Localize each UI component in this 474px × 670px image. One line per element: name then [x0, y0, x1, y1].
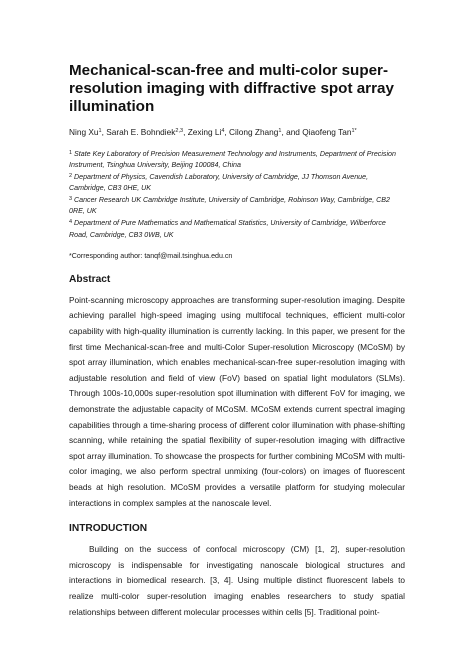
- affiliation-text: Department of Physics, Cavendish Laboratory, University of Cambridge, JJ Thomson Avenue, Cambridge, CB3 0HE, UK: [69, 173, 369, 193]
- paper-page: [69, 62, 405, 620]
- introduction-heading: INTRODUCTION: [69, 523, 148, 535]
- abstract-text: Point-scanning microscopy approaches are transforming super-resolution imaging. Despite achieving parallel high-speed imaging using multifocal techniques, efficient multi-color capability with high-quality illumination is currently lacking. In this paper, we present for the first time Mechanical-scan-free and multi-Color Super-resolution Microscopy (MCoSM) by spot array illumination, which enables mechanical-scan-free super-resolution imaging with adjustable resolution and field of view (FoV) based on spatial light modulators (SLMs). Through 100s-10,000s super-resolution spot illumination with different FoV for imaging, we demonstrate the adjustable capacity of MCoSM. MCoSM extends current spectral imaging capabilities through a time-sharing process of different color illumination with phase-shifting scanning, while retaining the spatial flexibility of super-resolution imaging with diffractive spot array illumination. To showcase the prospects for further combining MCoSM with multi-color imaging, we also perform spectral unmixing (four-colors) on images of fluorescent beads at high resolution. MCoSM provides a versatile platform for studying molecular interactions in complex samples at the nanoscale level.: [69, 294, 405, 508]
- author-name: Ning Xu: [69, 127, 99, 137]
- author-separator: , and: [281, 127, 303, 137]
- author-list: [69, 127, 405, 138]
- author-separator: ,: [101, 127, 107, 137]
- author-name: Zexing Li: [187, 127, 222, 137]
- affiliation-number: 3: [69, 196, 73, 203]
- affiliation-text: Cancer Research UK Cambridge Institute, University of Cambridge, Robinson Way, Cambridge, CB2 0RE, UK: [69, 196, 390, 216]
- introduction-text: Building on the success of confocal microscopy (CM) [1, 2], super-resolution microscopy is indispensable for investigating nanoscale biological structures and interactions in biomedical research. [3, 4]. Using multiple distinct fluorescent labels to realize multi-color super-resolution imaging enables researchers to study spatial relationships between different molecular processes within cells [5]. Traditional point-: [69, 544, 405, 617]
- affiliation-number: 2: [69, 173, 73, 180]
- affiliation-text: Department of Pure Mathematics and Mathematical Statistics, University of Cambridge, Wilberforce Road, Cambridge, CB3 0WB, UK: [69, 219, 386, 239]
- author-separator: ,: [224, 127, 230, 137]
- author-name: Sarah E. Bohndiek: [106, 127, 176, 137]
- affiliation-number: 4: [69, 219, 73, 226]
- corresponding-author: *Corresponding author: tanqf@mail.tsinghua.edu.cn: [69, 251, 233, 260]
- affiliation: [69, 149, 405, 172]
- author-separator: ,: [183, 127, 188, 137]
- author-name: Qiaofeng Tan: [302, 127, 352, 137]
- author-affiliation-mark: 2,3: [175, 128, 184, 134]
- paper-title: Mechanical-scan-free and multi-color super-resolution imaging with diffractive spot array illumination: [69, 62, 394, 115]
- author-affiliation-mark: 4: [221, 128, 225, 134]
- affiliation: [69, 195, 405, 218]
- affiliation-text: State Key Laboratory of Precision Measurement Technology and Instruments, Department of Precision Instrument, Tsinghua University, Beijing 100084, China: [69, 150, 396, 170]
- author-affiliation-mark: 1*: [351, 128, 357, 134]
- author-name: Cilong Zhang: [229, 127, 279, 137]
- author-affiliation-mark: 1: [98, 128, 102, 134]
- affiliation-number: 1: [69, 150, 73, 156]
- affiliation: [69, 218, 405, 241]
- affiliation: [69, 172, 405, 195]
- author-affiliation-mark: 1: [278, 128, 282, 134]
- affiliation-list: [69, 149, 405, 241]
- abstract-heading: Abstract: [69, 273, 111, 285]
